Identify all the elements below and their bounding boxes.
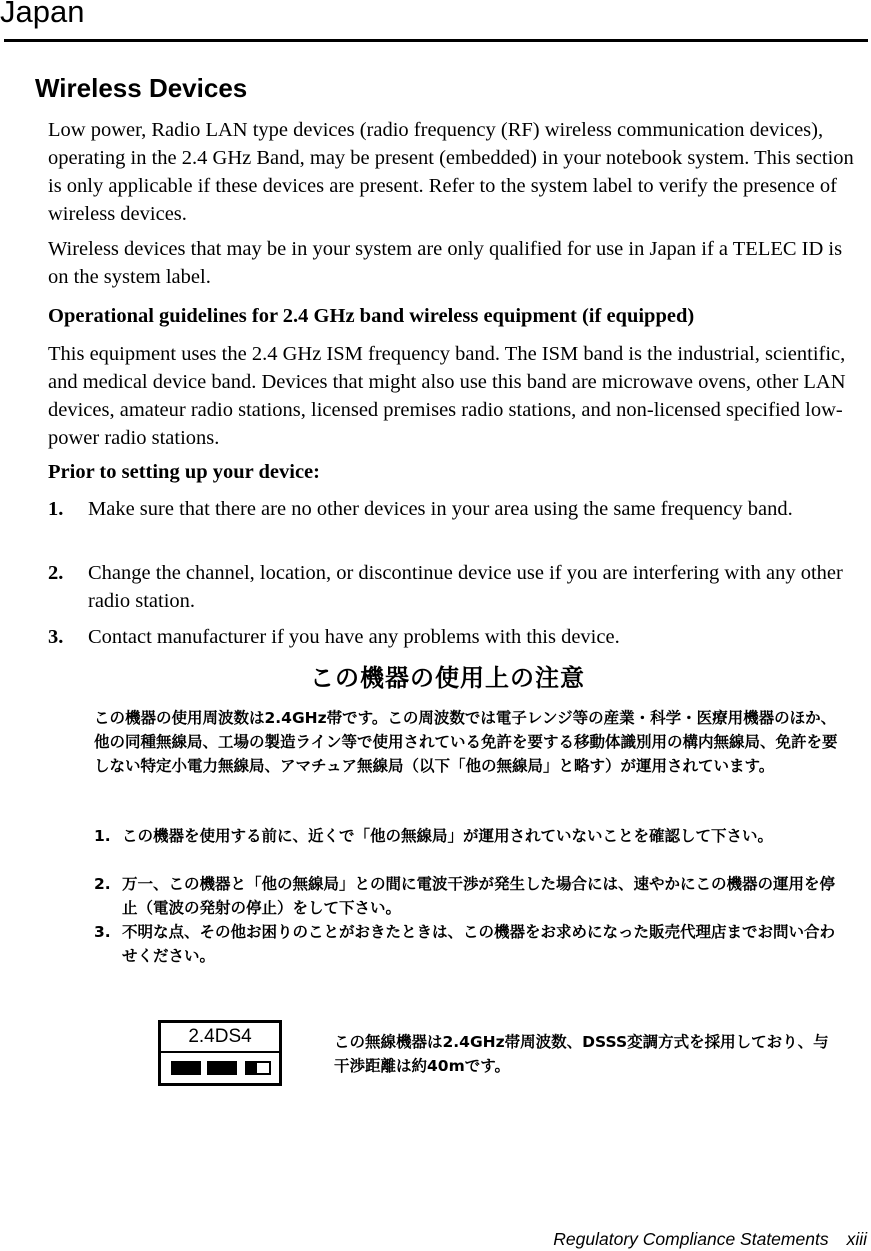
guidelines-paragraph: This equipment uses the 2.4 GHz ISM frequency band. The ISM band is the industrial, scientific, and medical device band. Devices that might also use this band are microwave ovens, other LAN devices, amateur radio stations, licensed premises radio stations, and non-licensed specified low-power radio stations. xyxy=(48,343,846,449)
frequency-label-box xyxy=(158,1020,282,1086)
page-header-title: Japan xyxy=(0,0,85,29)
japanese-item-number: 2. xyxy=(94,875,111,893)
frequency-band-bars-icon xyxy=(171,1061,275,1077)
japanese-item-number: 1. xyxy=(94,827,111,845)
header-divider xyxy=(4,39,868,42)
prior-setup-subheading: Prior to setting up your device: xyxy=(48,461,320,483)
qualification-paragraph: Wireless devices that may be in your system are only qualified for use in Japan if a TELEC ID is on the system label. xyxy=(48,238,843,288)
step-text: Make sure that there are no other devices in your area using the same frequency band. xyxy=(88,498,793,520)
step-text: Change the channel, location, or discontinue device use if you are interfering with any other radio station. xyxy=(88,562,843,612)
step-number: 2. xyxy=(48,562,64,584)
japanese-item-text: この機器を使用する前に、近くで「他の無線局」が運用されていないことを確認して下さい。 xyxy=(122,827,774,845)
japanese-notice-image xyxy=(88,662,858,1092)
step-text: Contact manufacturer if you have any problems with this device. xyxy=(88,626,620,648)
japanese-notice-title: この機器の使用上の注意 xyxy=(310,664,585,692)
step-number: 1. xyxy=(48,498,64,520)
section-heading: Wireless Devices xyxy=(35,73,248,103)
band-bar xyxy=(207,1061,237,1075)
page-footer xyxy=(553,1228,867,1250)
guidelines-subheading: Operational guidelines for 2.4 GHz band wireless equipment (if equipped) xyxy=(48,305,695,327)
band-bar xyxy=(171,1061,201,1075)
footer-page-number: xiii xyxy=(846,1229,867,1249)
band-bar xyxy=(245,1061,271,1075)
frequency-label-divider xyxy=(161,1051,279,1053)
japanese-item-number: 3. xyxy=(94,923,111,941)
frequency-label-code: 2.4DS4 xyxy=(188,1026,252,1047)
intro-paragraph: Low power, Radio LAN type devices (radio frequency (RF) wireless communication devices), operating in the 2.4 GHz Band, may be present (embedded) in your notebook system. This section is only applicable if these devices are present. Refer to the system label to verify the presence of wireless devices. xyxy=(48,119,854,225)
japanese-notice-paragraph: この機器の使用周波数は2.4GHz帯です。この周波数では電子レンジ等の産業・科学・医療用機器のほか、他の同種無線局、工場の製造ライン等で使用されている免許を要する移動体識別用の構内無線局、免許を要しない特定小電力無線局、アマチュア無線局（以下「他の無線局」と略す）が運用されています。 xyxy=(94,709,838,775)
step-number: 3. xyxy=(48,626,64,648)
frequency-label-description: この無線機器は2.4GHz帯周波数、DSSS変調方式を採用しており、与干渉距離は約40mです。 xyxy=(334,1033,829,1075)
japanese-item-text: 万一、この機器と「他の無線局」との間に電波干渉が発生した場合には、速やかにこの機器の運用を停止（電波の発射の停止）をして下さい。 xyxy=(122,875,836,917)
japanese-item-text: 不明な点、その他お困りのことがおきたときは、この機器をお求めになった販売代理店までお問い合わせください。 xyxy=(122,923,836,965)
footer-section-title: Regulatory Compliance Statements xyxy=(553,1229,829,1249)
